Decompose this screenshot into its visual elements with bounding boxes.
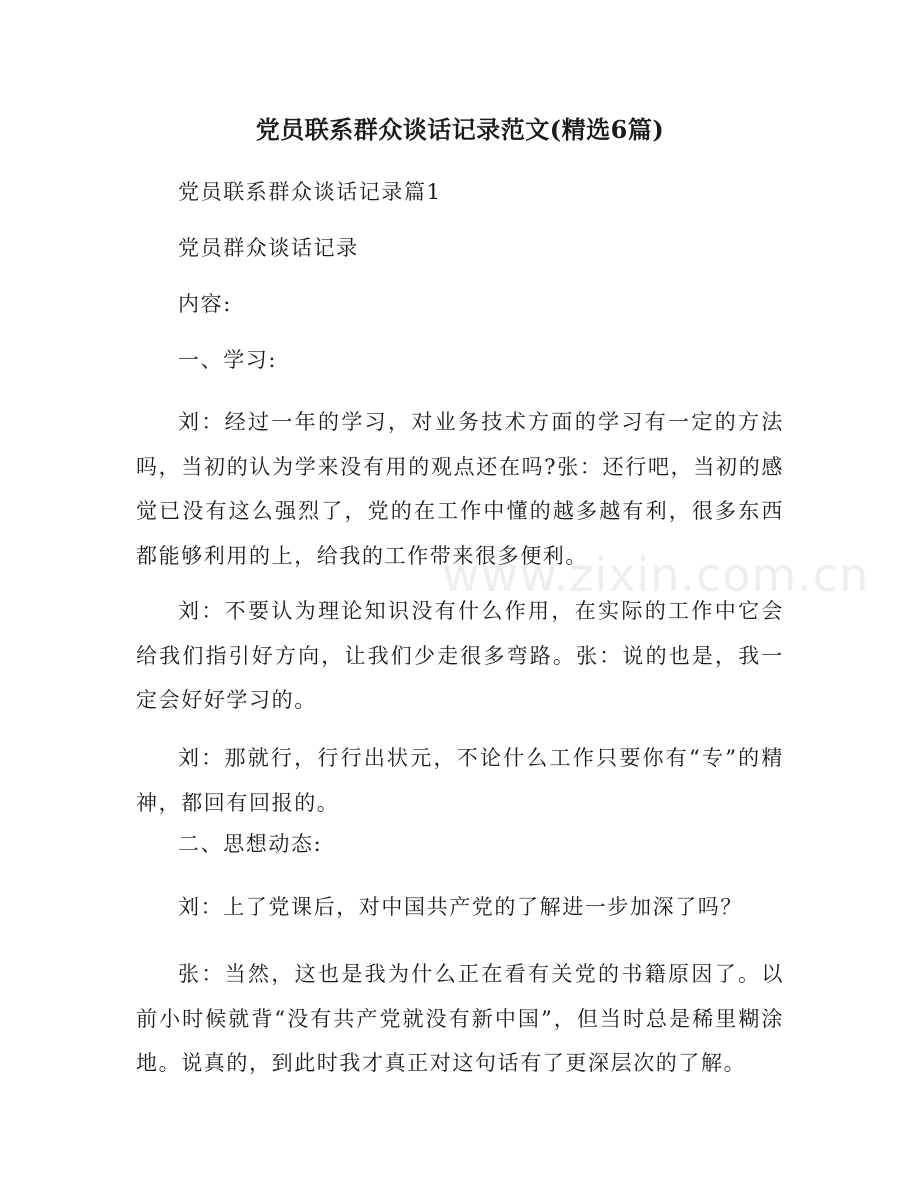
- section-heading: 党员联系群众谈话记录篇1: [178, 180, 442, 204]
- paragraph: 一、学习:: [178, 348, 278, 372]
- paragraph: 内容:: [178, 292, 232, 316]
- paragraph: 刘：上了党课后，对中国共产党的了解进一步加深了吗？: [178, 895, 743, 919]
- paragraph: 张：当然，这也是我为什么正在看有关党的书籍原因了。以前小时候就背“没有共产党就没有新中国”，但当时总是稀里糊涂地。说真的，到此时我才真正对这句话有了更深层次的了解。: [136, 962, 784, 1075]
- paragraph: 二、思想动态:: [178, 832, 323, 856]
- watermark: www.zixin.com.cn: [442, 548, 870, 602]
- paragraph: 党员群众谈话记录: [178, 236, 359, 260]
- paragraph: 刘：那就行，行行出状元，不论什么工作只要你有“专”的精神，都回有回报的。: [136, 746, 784, 815]
- document-title: 党员联系群众谈话记录范文(精选6篇): [255, 115, 665, 144]
- paragraph: 刘：经过一年的学习，对业务技术方面的学习有一定的方法吗，当初的认为学来没有用的观点还在吗?张：还行吧，当初的感觉已没有这么强烈了，党的在工作中懂的越多越有利，很多东西都能够利用的上，给我的工作带来很多便利。: [136, 410, 784, 568]
- paragraph: 刘：不要认为理论知识没有什么作用，在实际的工作中它会给我们指引好方向，让我们少走很多弯路。张：说的也是，我一定会好好学习的。: [136, 599, 784, 712]
